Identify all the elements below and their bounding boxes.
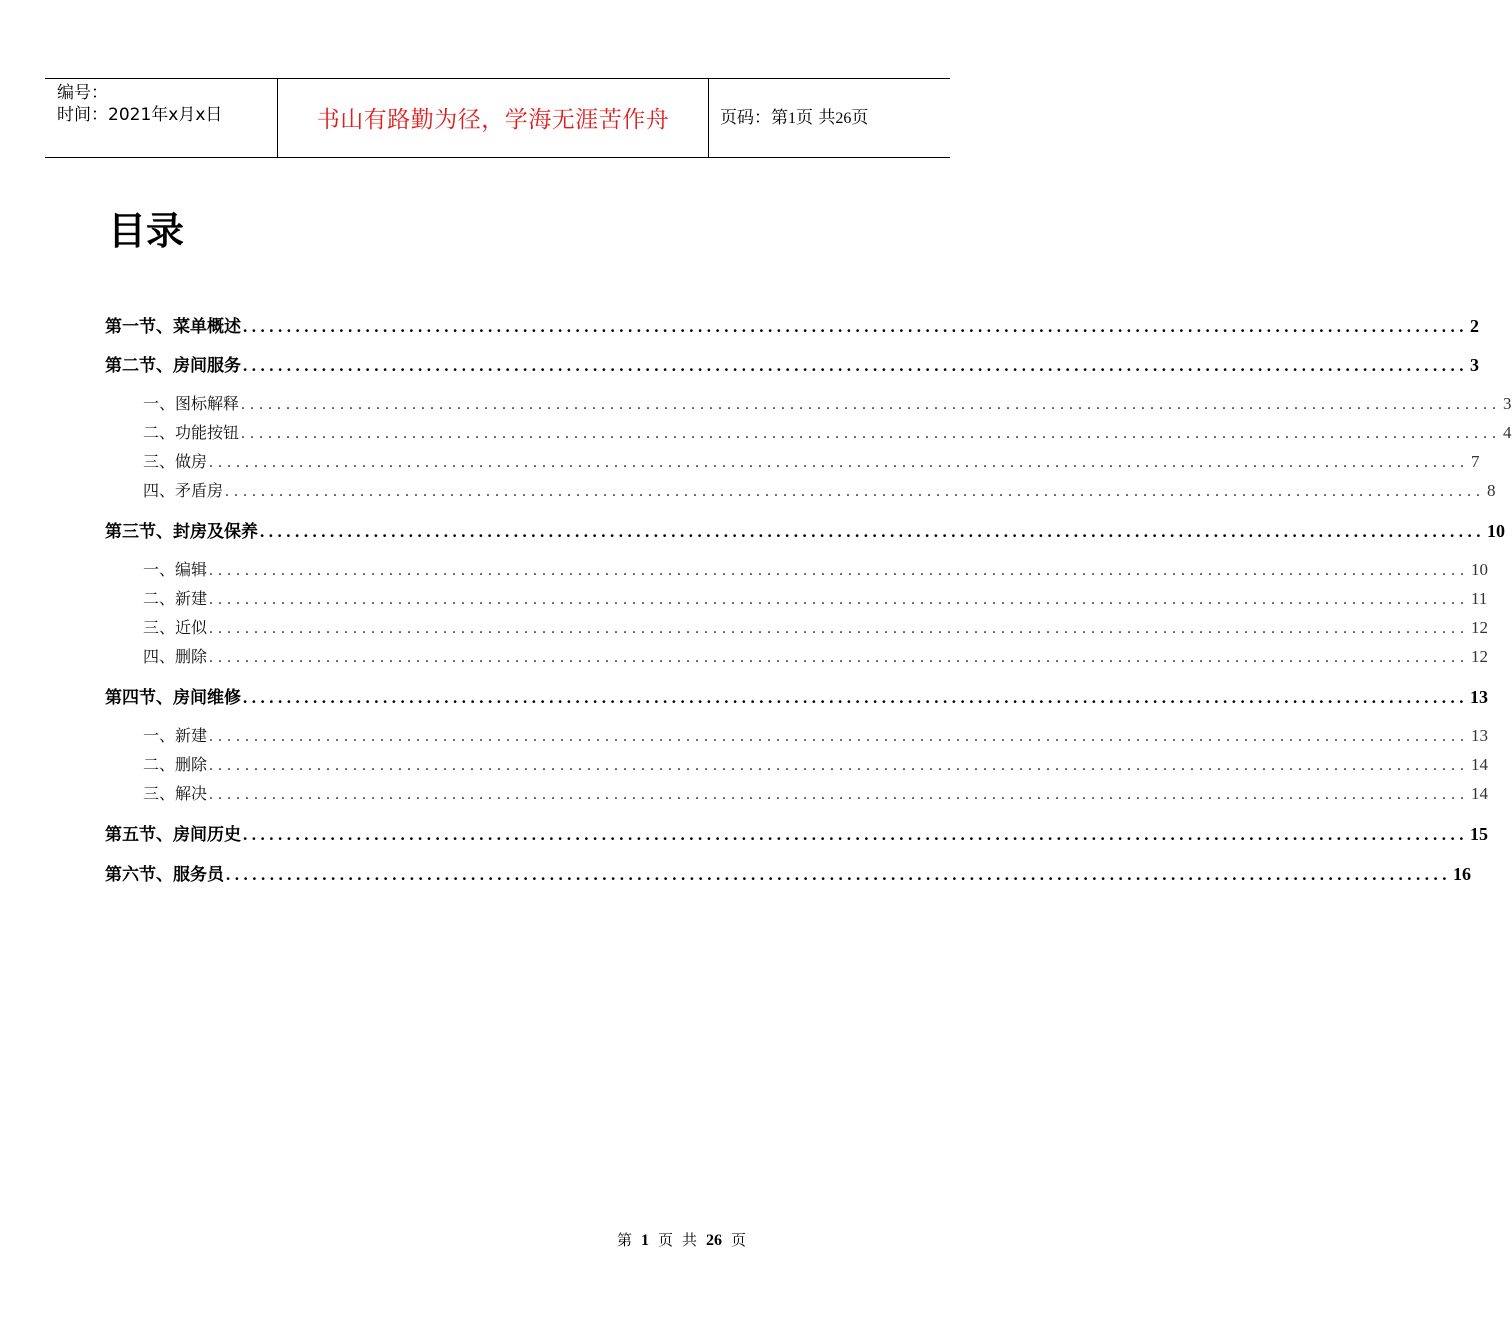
toc-dot-leader: ............................................................................................................................................ — [209, 757, 1470, 774]
toc-section[interactable] — [105, 518, 1505, 544]
header-page-suffix: 页 — [851, 108, 869, 128]
toc-subsection[interactable] — [105, 645, 1489, 669]
toc-dot-leader: ............................................................................................................................................ — [243, 825, 1468, 844]
footer-page-current: 1 — [641, 1232, 650, 1249]
toc-subsection[interactable] — [105, 392, 1512, 416]
footer-di: 第 — [617, 1231, 633, 1249]
toc-entry-page-number: 10 — [1487, 521, 1505, 541]
toc-dot-leader: ............................................................................................................................................ — [243, 356, 1468, 375]
document-number-label: 编号： — [57, 83, 108, 103]
toc-entry-page-number: 14 — [1471, 784, 1489, 803]
header-page-mid: 页 共 — [796, 108, 836, 128]
header-page-info — [720, 107, 868, 130]
toc-entry-label: 第四节、房间维修 — [105, 688, 241, 708]
toc-entry-page-number: 12 — [1471, 618, 1489, 637]
toc-entry-page-number: 10 — [1471, 560, 1489, 579]
toc-section[interactable] — [105, 821, 1488, 847]
toc-subsection[interactable] — [105, 724, 1489, 748]
toc-entry-page-number: 15 — [1470, 824, 1488, 844]
toc-subsection[interactable] — [105, 450, 1480, 474]
toc-entry-page-number: 13 — [1470, 687, 1488, 707]
header-slogan: 书山有路勤为径，学海无涯苦作舟 — [316, 107, 670, 133]
toc-dot-leader: ............................................................................................................................................ — [209, 620, 1470, 637]
toc-dot-leader: ............................................................................................................................................ — [226, 865, 1451, 884]
toc-subsection[interactable] — [105, 753, 1489, 777]
toc-section[interactable] — [105, 684, 1488, 710]
toc-dot-leader: ............................................................................................................................................ — [209, 786, 1470, 803]
toc-entry-label: 四、删除 — [143, 647, 208, 666]
header-page-current: 1 — [788, 110, 796, 127]
toc-entry-label: 一、新建 — [143, 726, 208, 745]
toc-entry-page-number: 16 — [1453, 864, 1471, 884]
toc-entry-label: 一、图标解释 — [143, 394, 240, 413]
toc-section[interactable] — [105, 352, 1479, 378]
toc-entry-label: 三、做房 — [143, 452, 208, 471]
footer-page-total: 26 — [706, 1232, 723, 1249]
footer-gong: 共 — [682, 1231, 698, 1249]
toc-dot-leader: ............................................................................................................................................ — [209, 591, 1470, 608]
toc-entry-label: 第三节、封房及保养 — [105, 522, 258, 542]
toc-entry-label: 第一节、菜单概述 — [105, 317, 241, 337]
toc-dot-leader: ............................................................................................................................................ — [241, 396, 1502, 413]
toc-entry-label: 三、近似 — [143, 618, 208, 637]
page-title: 目录 — [108, 209, 185, 253]
document-time-label: 时间：2021年x月x日 — [57, 105, 223, 125]
toc-entry-page-number: 8 — [1487, 481, 1496, 500]
toc-section[interactable] — [105, 313, 1479, 339]
toc-entry-page-number: 14 — [1471, 755, 1489, 774]
footer-ye: 页 — [658, 1231, 674, 1249]
toc-subsection[interactable] — [105, 479, 1496, 503]
toc-entry-page-number: 11 — [1471, 589, 1488, 608]
toc-dot-leader: ............................................................................................................................................ — [260, 522, 1485, 541]
toc-subsection[interactable] — [105, 587, 1488, 611]
toc-subsection[interactable] — [105, 421, 1512, 445]
toc-subsection[interactable] — [105, 782, 1489, 806]
toc-entry-label: 第六节、服务员 — [105, 865, 224, 885]
footer-ye-end: 页 — [731, 1231, 747, 1249]
toc-entry-page-number: 7 — [1471, 452, 1480, 471]
toc-entry-page-number: 4 — [1503, 423, 1512, 442]
header-slogan-cell — [277, 79, 709, 157]
toc-entry-page-number: 2 — [1470, 316, 1479, 336]
header-page-total: 26 — [835, 110, 852, 127]
toc-dot-leader: ............................................................................................................................................ — [243, 317, 1468, 336]
toc-entry-label: 二、新建 — [143, 589, 208, 608]
header-meta-cell — [45, 79, 277, 157]
toc-entry-label: 第五节、房间历史 — [105, 825, 241, 845]
page-footer — [617, 1229, 755, 1252]
toc-dot-leader: ............................................................................................................................................ — [209, 562, 1470, 579]
page-header — [45, 78, 950, 158]
toc-entry-page-number: 3 — [1503, 394, 1512, 413]
toc-dot-leader: ............................................................................................................................................ — [209, 454, 1470, 471]
header-page-prefix: 页码：第 — [720, 108, 788, 128]
toc-entry-label: 四、矛盾房 — [143, 481, 224, 500]
toc-section[interactable] — [105, 861, 1471, 887]
toc-entry-label: 二、功能按钮 — [143, 423, 240, 442]
toc-entry-label: 三、解决 — [143, 784, 208, 803]
toc-subsection[interactable] — [105, 558, 1489, 582]
toc-entry-label: 二、删除 — [143, 755, 208, 774]
toc-entry-page-number: 13 — [1471, 726, 1489, 745]
toc-dot-leader: ............................................................................................................................................ — [209, 649, 1470, 666]
toc-dot-leader: ............................................................................................................................................ — [241, 425, 1502, 442]
toc-dot-leader: ............................................................................................................................................ — [225, 483, 1486, 500]
toc-dot-leader: ............................................................................................................................................ — [209, 728, 1470, 745]
header-page-cell — [708, 79, 950, 157]
toc-dot-leader: ............................................................................................................................................ — [243, 688, 1468, 707]
toc-entry-label: 第二节、房间服务 — [105, 356, 241, 376]
toc-entry-page-number: 3 — [1470, 355, 1479, 375]
toc-entry-label: 一、编辑 — [143, 560, 208, 579]
toc-subsection[interactable] — [105, 616, 1489, 640]
toc-entry-page-number: 12 — [1471, 647, 1489, 666]
